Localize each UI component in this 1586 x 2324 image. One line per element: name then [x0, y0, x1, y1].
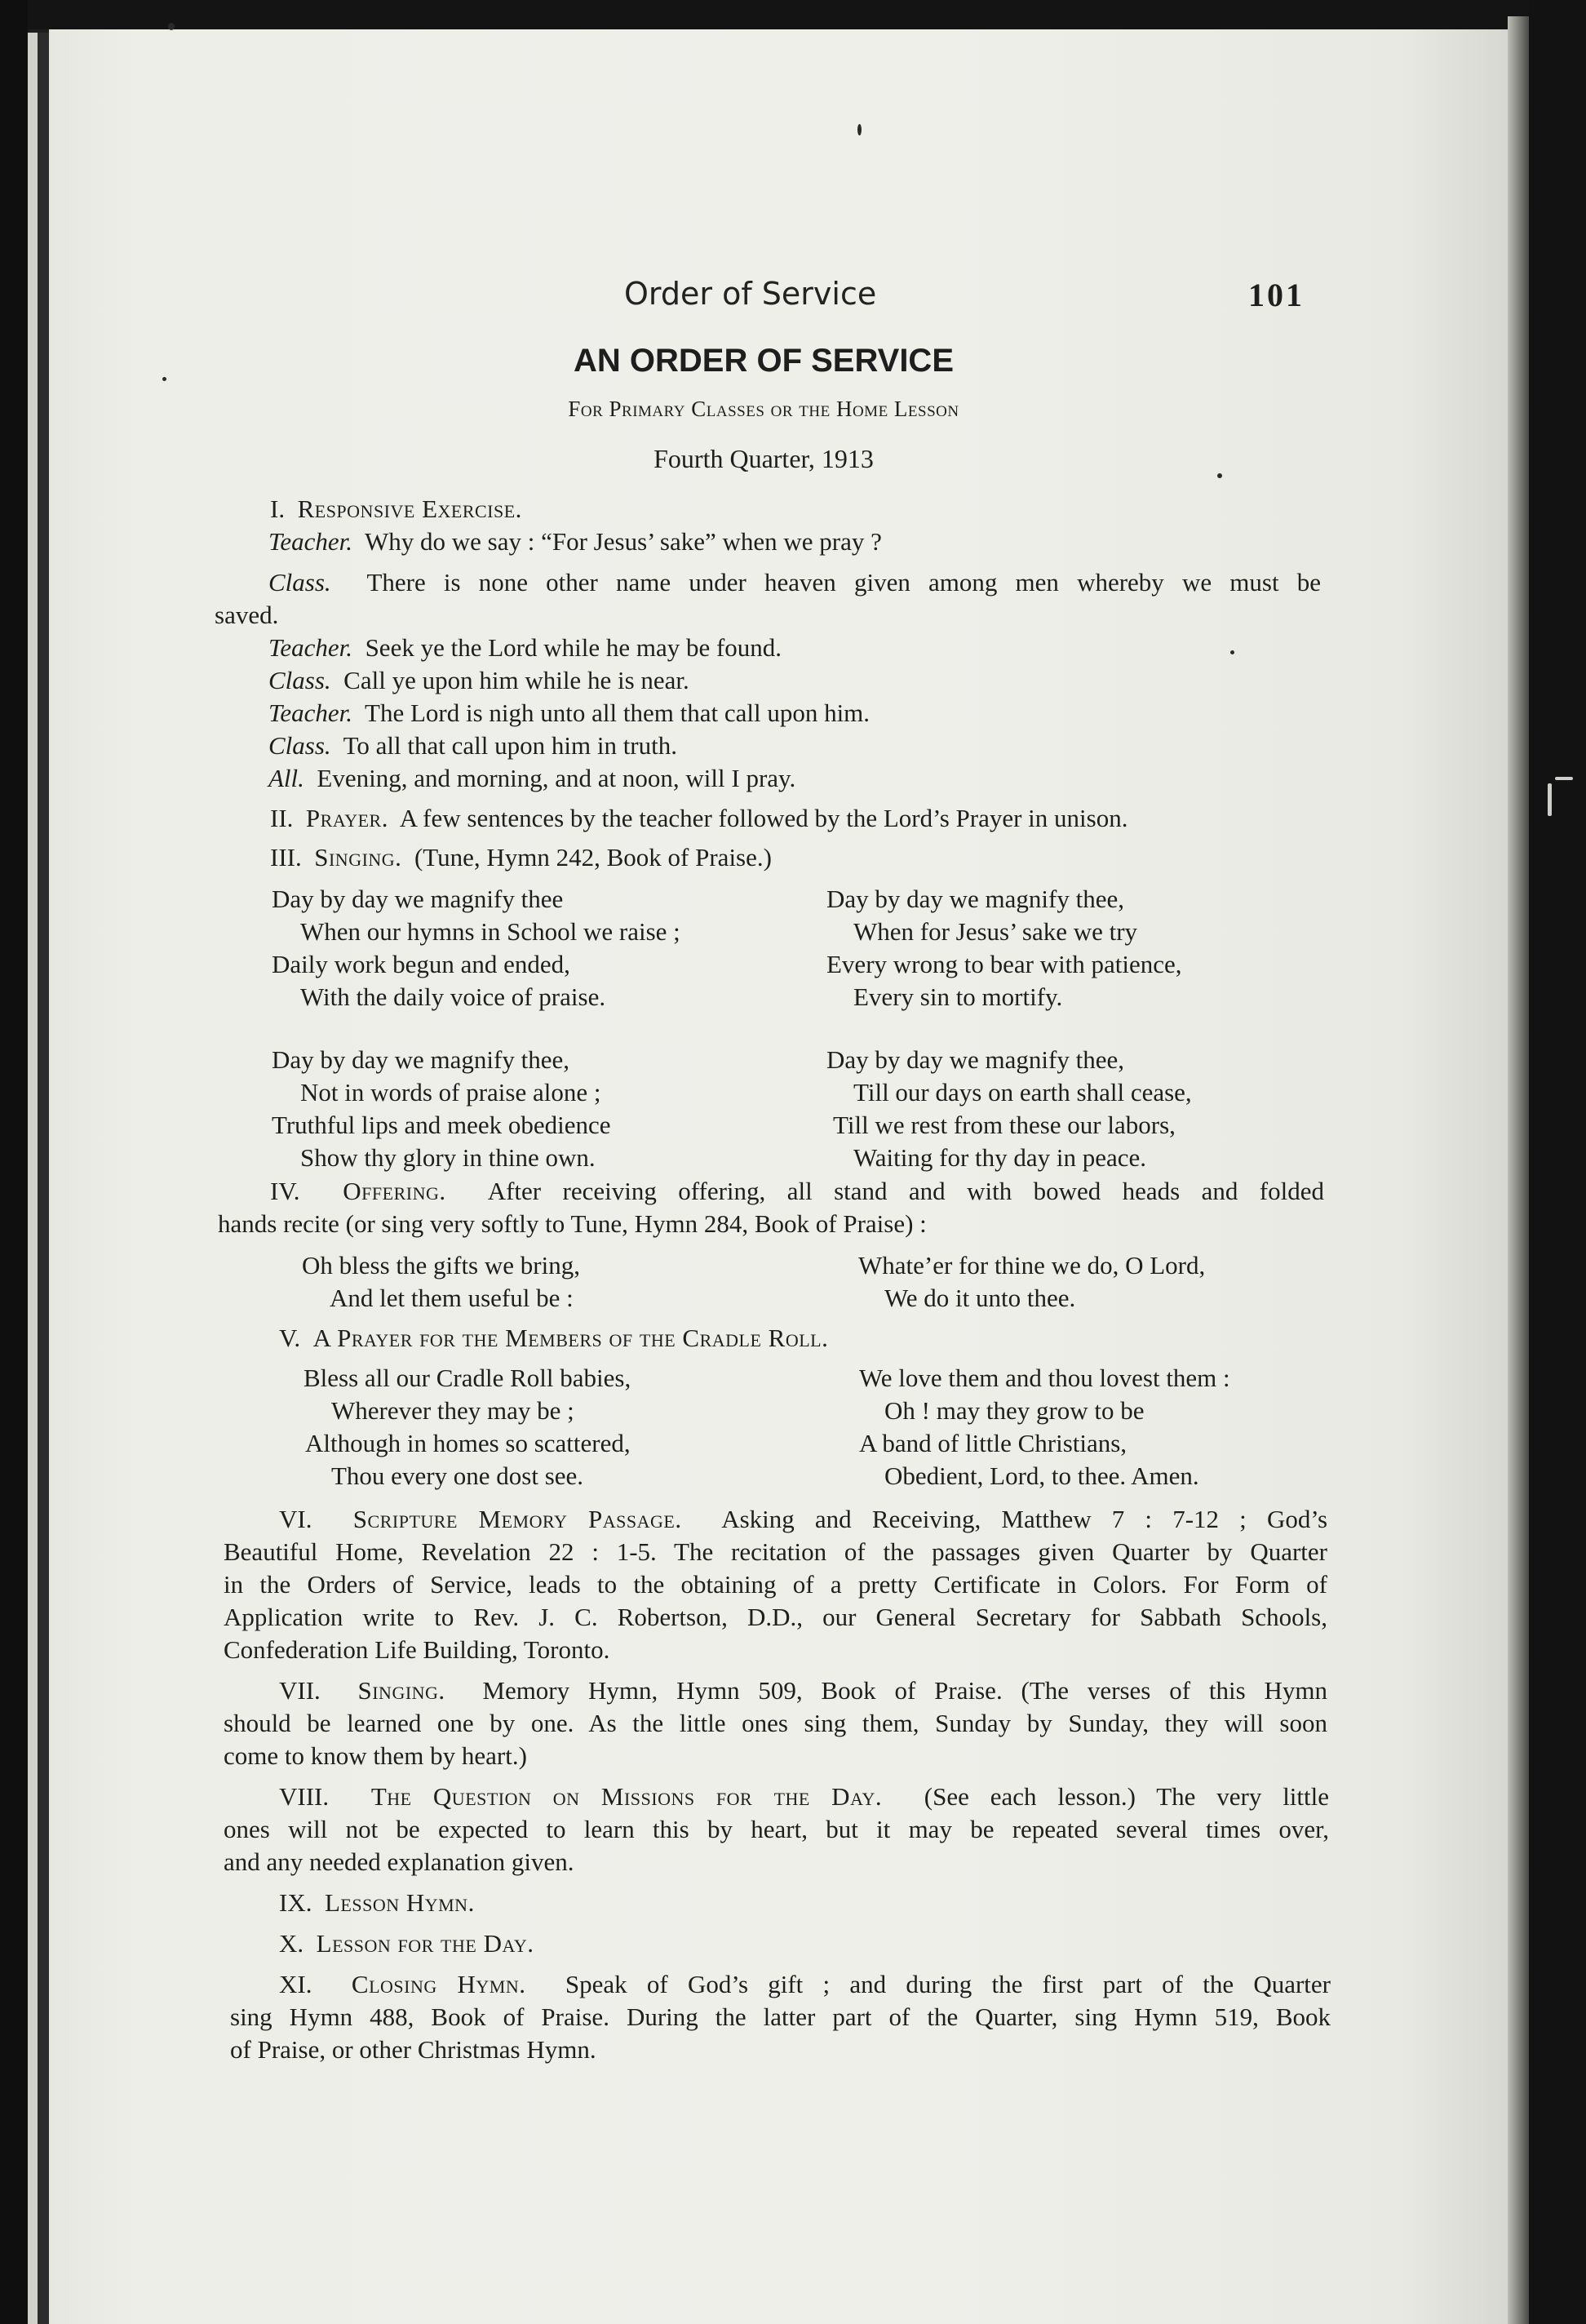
- section-number: II.: [270, 804, 294, 832]
- verse-line: Oh bless the gifts we bring,: [302, 1251, 580, 1280]
- responsive-line: [268, 632, 782, 663]
- section-title: Singing.: [314, 843, 402, 872]
- section-number: III.: [270, 843, 302, 872]
- responsive-line: [268, 567, 1321, 598]
- section-heading-responsive-exercise: [270, 494, 522, 525]
- verse-line: Oh ! may they grow to be: [884, 1396, 1145, 1425]
- section-number: VII.: [279, 1676, 321, 1705]
- section-missions-question: [279, 1781, 1329, 1812]
- speaker-label: Class.: [268, 731, 331, 760]
- section-lesson-for-day: [279, 1928, 534, 1959]
- speaker-label: Teacher.: [268, 699, 353, 727]
- section-title: Singing.: [357, 1676, 445, 1705]
- section-title: The Question on Missions for the Day.: [370, 1782, 883, 1811]
- section-text: A few sentences by the teacher followed by the Lord’s Prayer in unison.: [399, 804, 1128, 832]
- hymn-line: Truthful lips and meek obedience: [272, 1111, 611, 1139]
- section-number: V.: [279, 1324, 301, 1352]
- hymn-line: Day by day we magnify thee: [272, 885, 564, 913]
- paragraph-line: should be learned one by one. As the little ones sing them, Sunday by Sunday, they will soon: [224, 1709, 1327, 1737]
- speaker-label: Teacher.: [268, 633, 353, 662]
- responsive-text: Seek ye the Lord while he may be found.: [365, 633, 782, 662]
- speaker-label: Teacher.: [268, 527, 353, 556]
- paragraph-line: and any needed explanation given.: [224, 1847, 574, 1876]
- section-text: After receiving offering, all stand and with bowed heads and folded: [487, 1177, 1324, 1205]
- responsive-line: [268, 698, 870, 729]
- section-title: Responsive Exercise.: [297, 495, 522, 523]
- section-text: Memory Hymn, Hymn 509, Book of Praise. (The verses of this Hymn: [482, 1676, 1328, 1705]
- speaker-label: Class.: [268, 568, 331, 597]
- print-speck: [1555, 777, 1573, 780]
- section-title: Scripture Memory Passage.: [352, 1505, 682, 1533]
- section-closing-hymn: [279, 1969, 1331, 2000]
- page-subtitle: For Primary Classes or the Home Lesson: [568, 397, 959, 421]
- scan-border-right: [1529, 0, 1586, 2324]
- speaker-label: Class.: [268, 666, 331, 694]
- section-title: Lesson Hymn.: [324, 1888, 475, 1917]
- verse-line: Wherever they may be ;: [331, 1396, 574, 1425]
- paragraph-line: in the Orders of Service, leads to the obtaining of a pretty Certificate in Colors. For Form of: [224, 1570, 1327, 1599]
- section-number: IX.: [279, 1888, 312, 1917]
- section-title: Lesson for the Day.: [316, 1929, 534, 1958]
- verse-line: Although in homes so scattered,: [305, 1429, 631, 1457]
- responsive-text: Why do we say : “For Jesus’ sake” when we pray ?: [365, 527, 882, 556]
- paragraph-line: ones will not be expected to learn this by heart, but it may be repeated several times over,: [224, 1815, 1329, 1843]
- hymn-line: Day by day we magnify thee,: [272, 1045, 569, 1074]
- section-number: VIII.: [279, 1782, 330, 1811]
- verse-line: We do it unto thee.: [884, 1284, 1076, 1312]
- hymn-line: Waiting for thy day in peace.: [853, 1143, 1147, 1172]
- verse-line: Bless all our Cradle Roll babies,: [303, 1364, 631, 1392]
- responsive-text: Call ye upon him while he is near.: [343, 666, 689, 694]
- hymn-line: Till our days on earth shall cease,: [853, 1078, 1192, 1107]
- responsive-text: Evening, and morning, and at noon, will I pray.: [317, 764, 796, 792]
- print-speck: [857, 124, 862, 135]
- hymn-line: Show thy glory in thine own.: [300, 1143, 596, 1172]
- section-lesson-hymn: [279, 1887, 475, 1918]
- section-number: XI.: [279, 1970, 312, 1998]
- section-text: (Tune, Hymn 242, Book of Praise.): [414, 843, 772, 872]
- speaker-label: All.: [268, 764, 304, 792]
- hymn-line: Every wrong to bear with patience,: [826, 950, 1182, 978]
- hymn-line: Day by day we magnify thee,: [826, 1045, 1124, 1074]
- section-scripture-memory: [279, 1504, 1327, 1535]
- section-text: (See each lesson.) The very little: [924, 1782, 1330, 1811]
- section-text: Speak of God’s gift ; and during the first part of the Quarter: [565, 1970, 1331, 1998]
- responsive-text: There is none other name under heaven given among men whereby we must be: [366, 568, 1321, 597]
- hymn-line: Not in words of praise alone ;: [300, 1078, 601, 1107]
- verse-line: We love them and thou lovest them :: [859, 1364, 1230, 1392]
- paragraph-line: sing Hymn 488, Book of Praise. During the latter part of the Quarter, sing Hymn 519, Book: [230, 2002, 1331, 2031]
- section-title: Prayer.: [305, 804, 388, 832]
- responsive-line: [268, 763, 795, 794]
- section-offering: [270, 1176, 1324, 1207]
- page-title: AN ORDER OF SERVICE: [574, 343, 954, 379]
- responsive-text: The Lord is nigh unto all them that call upon him.: [365, 699, 871, 727]
- responsive-text: To all that call upon him in truth.: [343, 731, 677, 760]
- verse-line: A band of little Christians,: [859, 1429, 1127, 1457]
- section-singing: [270, 842, 772, 873]
- paragraph-line: Application write to Rev. J. C. Robertson, D.D., our General Secretary for Sabbath Schools,: [224, 1603, 1327, 1631]
- scan-border-top: [0, 0, 1586, 29]
- verse-line: Whate’er for thine we do, O Lord,: [858, 1251, 1206, 1280]
- paragraph-line: Confederation Life Building, Toronto.: [224, 1635, 610, 1664]
- responsive-line: [268, 730, 677, 761]
- section-prayer: [270, 803, 1127, 834]
- verse-line: Thou every one dost see.: [331, 1461, 584, 1490]
- section-title: Offering.: [343, 1177, 446, 1205]
- paragraph-line: of Praise, or other Christmas Hymn.: [230, 2035, 596, 2064]
- print-speck: [168, 23, 175, 30]
- print-speck: [1230, 650, 1234, 654]
- running-head: Order of Service: [624, 276, 877, 312]
- section-number: I.: [270, 495, 286, 523]
- verse-line: Obedient, Lord, to thee. Amen.: [884, 1461, 1199, 1490]
- section-number: IV.: [270, 1177, 300, 1205]
- hymn-line: With the daily voice of praise.: [300, 982, 606, 1011]
- paragraph-line: come to know them by heart.): [224, 1741, 527, 1770]
- verse-line: And let them useful be :: [330, 1284, 574, 1312]
- hymn-line: Day by day we magnify thee,: [826, 885, 1124, 913]
- print-speck: [1548, 783, 1552, 816]
- hymn-line: When for Jesus’ sake we try: [853, 917, 1138, 946]
- section-memory-hymn: [279, 1675, 1327, 1706]
- section-text: Asking and Receiving, Matthew 7 : 7-12 ; God’s: [721, 1505, 1328, 1533]
- section-cradle-roll: [279, 1323, 828, 1354]
- responsive-line: [268, 665, 689, 696]
- responsive-line-continued: saved.: [215, 601, 279, 629]
- hymn-line: Daily work begun and ended,: [272, 950, 570, 978]
- responsive-line: [268, 526, 882, 557]
- hymn-line: Till we rest from these our labors,: [833, 1111, 1176, 1139]
- paragraph-line: Beautiful Home, Revelation 22 : 1-5. The recitation of the passages given Quarter by Quarter: [224, 1537, 1327, 1566]
- section-title: A Prayer for the Members of the Cradle Roll.: [312, 1324, 829, 1352]
- section-number: VI.: [279, 1505, 312, 1533]
- section-number: X.: [279, 1929, 304, 1958]
- hymn-line: When our hymns in School we raise ;: [300, 917, 680, 946]
- page-number: 101: [1248, 277, 1305, 313]
- section-title: Closing Hymn.: [351, 1970, 526, 1998]
- section-text-continued: hands recite (or sing very softly to Tune, Hymn 284, Book of Praise) :: [218, 1209, 927, 1238]
- quarter-label: Fourth Quarter, 1913: [653, 444, 874, 473]
- hymn-line: Every sin to mortify.: [853, 982, 1063, 1011]
